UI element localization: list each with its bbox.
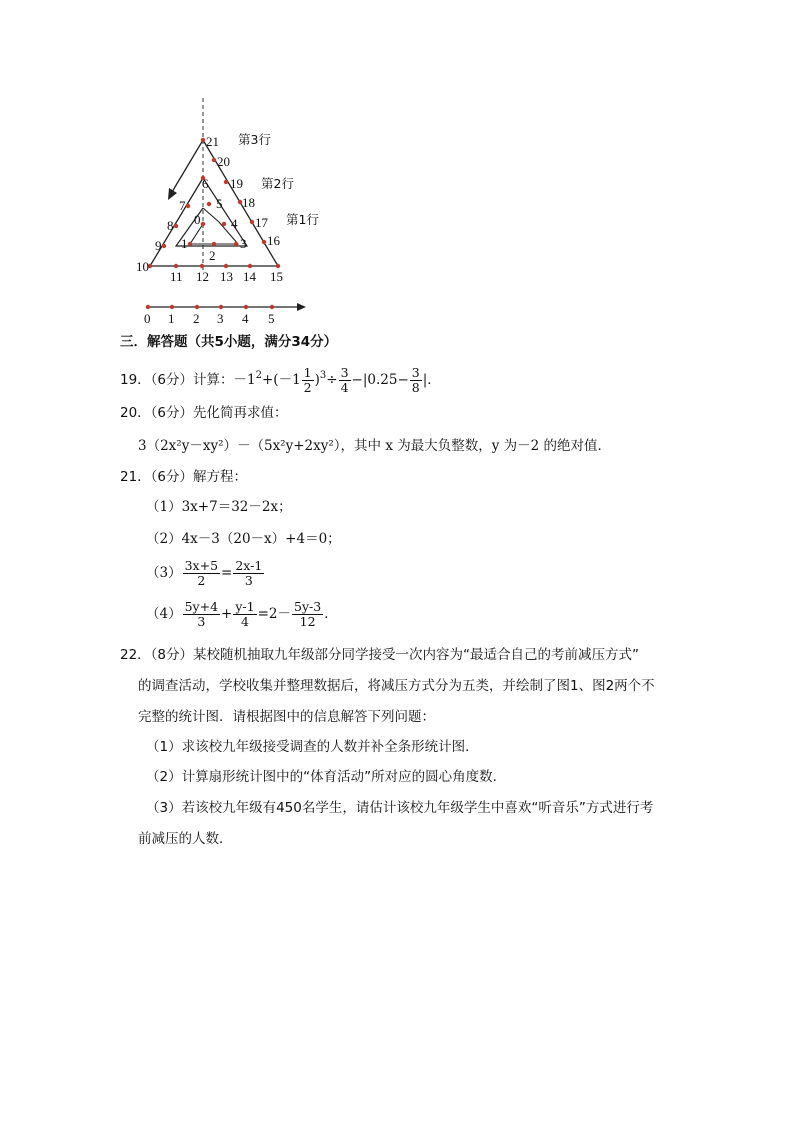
num-20: 20 <box>217 154 230 169</box>
q19-part2: +(－1 <box>262 372 301 388</box>
num-15: 15 <box>270 269 283 284</box>
num-9: 9 <box>155 238 162 253</box>
num-18: 18 <box>242 195 255 210</box>
question-22-line3: 完整的统计图．请根据图中的信息解答下列问题： <box>138 709 435 725</box>
num-21: 21 <box>206 134 219 149</box>
num-7: 7 <box>179 198 186 213</box>
question-22-line2: 的调查活动，学校收集并整理数据后，将减压方式分为五类，并绘制了图1、图2两个不 <box>138 678 655 694</box>
question-22-sub2: （2）计算扇形统计图中的“体育活动”所对应的圆心角度数． <box>146 769 507 785</box>
q21-p4-frac1: $\frac{5y+4}{3}$ <box>184 599 219 629</box>
num-19: 19 <box>230 176 243 191</box>
question-21-title: 21．（6分）解方程： <box>120 469 248 485</box>
num-13: 13 <box>220 269 233 284</box>
tick-0: 0 <box>144 311 151 324</box>
arrow-head-icon <box>168 188 177 200</box>
tick-2: 2 <box>193 311 200 324</box>
question-20-expression: 3（2x²y－xy²）－（5x²y+2xy²），其中 x 为最大负整数，y 为－2 的绝对值． <box>138 438 612 454</box>
row-label-2: 第2行 <box>261 176 294 191</box>
question-22-line1: 22．（8分）某校随机抽取九年级部分同学接受一次内容为“最适合自己的考前减压方式” <box>120 647 640 663</box>
q19-frac3: $\frac{3}{8}$ <box>411 365 420 395</box>
num-1: 1 <box>181 236 188 251</box>
num-10: 10 <box>136 259 149 274</box>
section-title: 三．解答题（共5小题，满分34分） <box>120 334 338 350</box>
q19-exp3: 3 <box>319 370 327 381</box>
q19-part1: －1 <box>233 372 256 388</box>
num-2: 2 <box>209 248 216 263</box>
num-6: 6 <box>202 176 209 191</box>
num-16: 16 <box>267 233 280 248</box>
q19-div: ÷ <box>326 372 338 388</box>
number-line-arrow-icon <box>297 303 306 311</box>
num-0: 0 <box>194 212 201 227</box>
tick-3: 3 <box>217 311 224 324</box>
question-21-part4: （4） $\frac{5y+4}{3}$ + $\frac{y-1}{4}$ =2－ $\frac{5y-3}{12}$ ． <box>146 599 338 629</box>
q21-p4-frac2: $\frac{y-1}{4}$ <box>235 599 255 629</box>
question-22-sub3b: 前减压的人数． <box>138 831 233 847</box>
q19-prefix: 19．（6分）计算： <box>120 372 234 388</box>
num-8: 8 <box>167 218 174 233</box>
row-label-1: 第1行 <box>286 212 319 227</box>
q19-abs-open: −|0.25− <box>351 372 409 388</box>
question-22-sub3a: （3）若该校九年级有450名学生，请估计该校九年级学生中喜欢“听音乐”方式进行考 <box>146 800 654 816</box>
tick-4: 4 <box>242 311 249 324</box>
question-20-title: 20．（6分）先化简再求值： <box>120 405 288 421</box>
q19-frac2: $\frac{3}{4}$ <box>340 365 349 395</box>
tick-1: 1 <box>168 311 175 324</box>
num-11: 11 <box>170 269 183 284</box>
q19-abs-close: |． <box>422 372 441 388</box>
q19-exp2: 2 <box>255 370 262 381</box>
row-label-3: 第3行 <box>238 132 271 147</box>
q19-part3: ) <box>314 372 320 388</box>
spiral-arrow <box>172 140 203 192</box>
question-19 <box>120 366 441 395</box>
question-21-part1: （1）3x+7＝32－2x； <box>146 499 292 515</box>
spiral-figure <box>136 96 326 324</box>
num-17: 17 <box>255 215 268 230</box>
num-5: 5 <box>216 196 223 211</box>
num-14: 14 <box>243 269 256 284</box>
question-21-part3: （3） $\frac{3x+5}{2}$ = $\frac{2x-1}{3}$ <box>146 558 263 588</box>
question-22-sub1: （1）求该校九年级接受调查的人数并补全条形统计图． <box>146 739 479 755</box>
num-4: 4 <box>231 216 238 231</box>
q19-frac1: $\frac{1}{2}$ <box>303 365 312 395</box>
num-12: 12 <box>196 269 209 284</box>
q21-p3-frac1: $\frac{3x+5}{2}$ <box>184 558 219 588</box>
tick-5: 5 <box>268 311 275 324</box>
q21-p3-frac2: $\frac{2x-1}{3}$ <box>235 558 263 588</box>
num-3: 3 <box>240 236 247 251</box>
question-21-part2: （2）4x－3（20－x）+4＝0； <box>146 531 341 547</box>
q21-p4-frac3: $\frac{5y-3}{12}$ <box>294 599 322 629</box>
